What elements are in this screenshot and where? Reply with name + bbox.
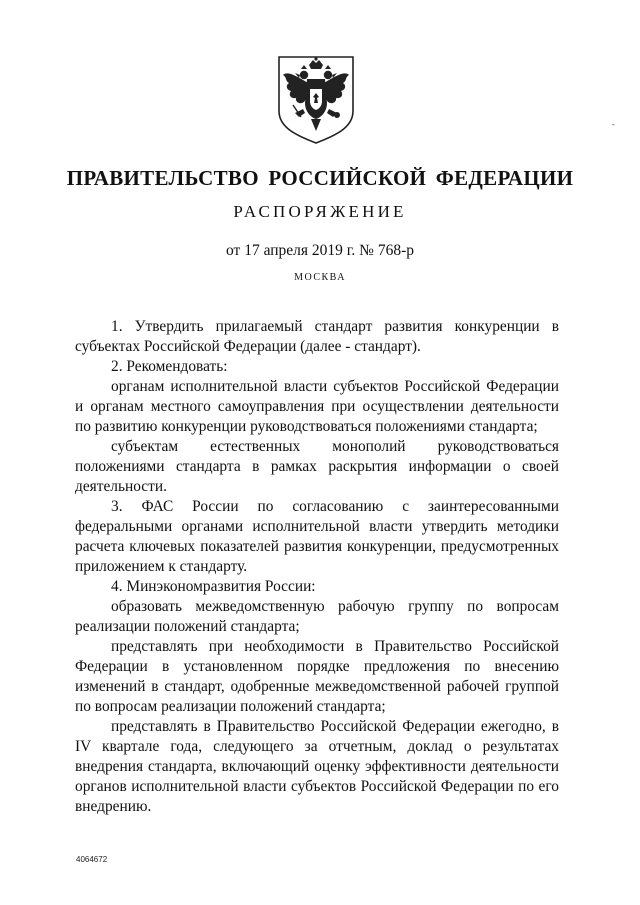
paragraph-4b: представлять при необходимости в Правительство Российской Федерации в установленном порядке предложения по внесению изменений в стандарт, одобренные межведомственной рабочей группой по вопросам реализации положений стандарта; — [75, 638, 559, 715]
paragraph-3: 3. ФАС России по согласованию с заинтересованными федеральными органами исполнительной власти утвердить методики расчета ключевых показателей развития конкуренции, предусмотренных приложением к стандарту. — [75, 498, 559, 575]
document-body — [75, 317, 559, 817]
paragraph-2: 2. Рекомендовать: — [111, 358, 228, 375]
russian-coat-of-arms-icon — [273, 53, 359, 145]
document-id-footer: 4064672 — [76, 855, 108, 864]
paragraph-2b: субъектам естественных монополий руководствоваться положениями стандарта в рамках раскрытия информации о своей деятельности. — [75, 438, 559, 495]
paragraph-1: 1. Утвердить прилагаемый стандарт развития конкуренции в субъектах Российской Федерации (далее - стандарт). — [75, 318, 559, 355]
document-type: РАСПОРЯЖЕНИЕ — [233, 202, 407, 221]
paragraph-2a: органам исполнительной власти субъектов Российской Федерации и органам местного самоуправления при осуществлении деятельности по развитию конкуренции руководствоваться положениями стандарта; — [75, 378, 559, 435]
paragraph-4: 4. Минэкономразвития России: — [111, 578, 316, 595]
margin-mark: - — [612, 120, 615, 129]
paragraph-4c: представлять в Правительство Российской Федерации ежегодно, в IV квартале года, следующего за отчетным, доклад о результатах внедрения стандарта, включающий оценку эффективности деятельности органов исполнительной власти субъектов Российской Федерации по его внедрению. — [75, 718, 559, 815]
city: МОСКВА — [294, 272, 346, 283]
date-and-number: от 17 апреля 2019 г. № 768-р — [226, 242, 414, 259]
government-title: ПРАВИТЕЛЬСТВО РОССИЙСКОЙ ФЕДЕРАЦИИ — [66, 166, 574, 190]
paragraph-4a: образовать межведомственную рабочую группу по вопросам реализации положений стандарта; — [75, 598, 559, 635]
